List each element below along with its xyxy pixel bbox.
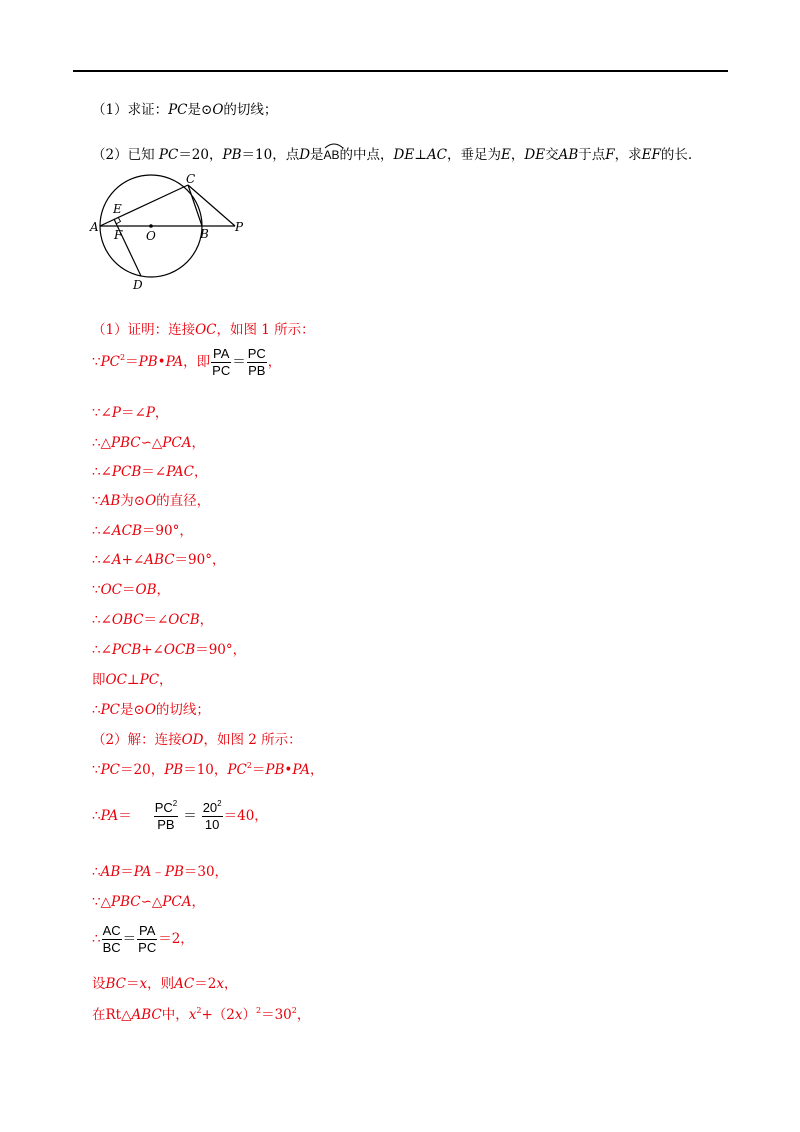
solution-line-20: 设BC＝x，则AC＝2x， xyxy=(92,976,238,992)
solution-line-21: 在Rt△ABC中，$x^2+(2x)^2=30^2$， xyxy=(92,1006,311,1023)
fraction-pc-pb: $\frac{PC}{PB}$ xyxy=(247,346,266,378)
solution-line-7: ∴∠ACB＝90°， xyxy=(92,523,193,539)
fraction-pc2-pb: $\frac{PC^2}{PB}$ xyxy=(154,799,178,832)
solution-line-15: ∵PC＝20，PB＝10，$PC^2=PB•PA$， xyxy=(92,761,324,778)
arc-ab: AB xyxy=(324,148,340,162)
solution-line-6: ∵AB为⊙O的直径， xyxy=(92,493,211,509)
solution-line-9: ∵OC＝OB， xyxy=(92,582,170,598)
solution-line-2: $\because PC^2=PB•PA$，即 $\frac{PA}{PC}$ ＝ $\frac{PC}{PB}$ ， xyxy=(92,346,282,378)
solution-line-10: ∴∠OBC＝∠OCB， xyxy=(92,612,214,628)
solution-line-4: ∴△PBC∽△PCA， xyxy=(92,435,205,451)
solution-line-14: （2）解：连接OD，如图 2 所示： xyxy=(92,732,302,748)
header-rule xyxy=(73,70,728,72)
fraction-pa-pc: $\frac{PA}{PC}$ xyxy=(212,346,231,378)
label-f: F xyxy=(114,228,123,242)
solution-line-5: ∴∠PCB＝∠PAC， xyxy=(92,464,208,480)
solution-line-18: ∵△PBC∽△PCA， xyxy=(92,894,205,910)
problem-part2: （2）已知 PC＝20，PB＝10，点D是 AB的中点，DE⊥AC，垂足为E，DE交AB于点F，求EF的长. xyxy=(92,143,692,163)
fraction-pa-pc-2: $\frac{PA}{PC}$ xyxy=(138,923,157,955)
problem-part1: （1）求证：PC是⊙O的切线； xyxy=(92,102,278,118)
label-b: B xyxy=(200,227,209,241)
label-p: P xyxy=(235,220,244,234)
center-dot xyxy=(149,224,153,228)
solution-line-3: ∵∠P＝∠P， xyxy=(92,405,169,421)
solution-line-12: 即OC⊥PC， xyxy=(92,672,173,688)
solution-line-11: ∴∠PCB+∠OCB＝90°， xyxy=(92,642,247,658)
solution-line-16: ∴PA＝ $\frac{PC^2}{PB}$ ＝ $\frac{20^2}{10}$ ＝40， xyxy=(92,799,268,832)
solution-line-1: （1）证明：连接OC，如图 1 所示： xyxy=(92,322,315,338)
label-e: E xyxy=(113,202,122,216)
label-d: D xyxy=(133,278,143,292)
solution-line-19: ∴ $\frac{AC}{BC}$ ＝ $\frac{PA}{PC}$ ＝2， xyxy=(92,923,194,955)
geometry-figure xyxy=(85,168,260,293)
solution-line-17: ∴AB＝PA﹣PB＝30， xyxy=(92,864,229,880)
label-o: O xyxy=(146,229,156,243)
solution-line-8: ∴∠A+∠ABC＝90°， xyxy=(92,552,226,568)
fraction-20sq-10: $\frac{20^2}{10}$ xyxy=(202,799,222,832)
label-a: A xyxy=(90,220,99,234)
fraction-ac-bc: $\frac{AC}{BC}$ xyxy=(102,923,121,955)
label-c: C xyxy=(186,172,196,186)
solution-line-13: ∴PC是⊙O的切线； xyxy=(92,702,210,718)
